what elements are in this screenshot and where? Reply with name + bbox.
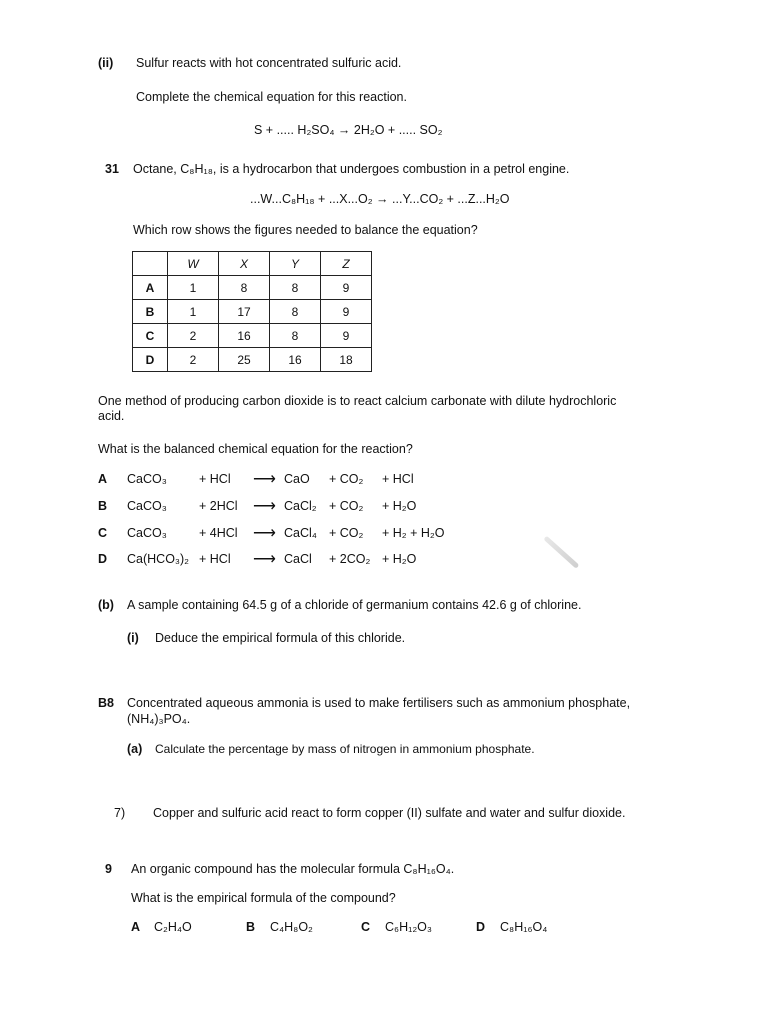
- table-cell: 16: [219, 324, 270, 348]
- balancing-table: [132, 251, 372, 372]
- table-header-cell: Z: [321, 252, 372, 276]
- question-b8-line2: (NH₄)₃PO₄.: [127, 712, 191, 726]
- scan-mark: [543, 536, 579, 569]
- q9-option-letter: C: [361, 920, 371, 934]
- product-3: + H₂ + H₂O: [382, 526, 445, 540]
- question-b-label: (b): [98, 598, 114, 612]
- table-cell: 9: [321, 300, 372, 324]
- product-3: + H₂O: [382, 552, 417, 566]
- q9-option-formula: C₄H₈O₂: [270, 920, 313, 934]
- table-cell: 17: [219, 300, 270, 324]
- table-header-cell: W: [168, 252, 219, 276]
- table-cell: 25: [219, 348, 270, 372]
- question-b-i-label: (i): [127, 631, 139, 645]
- reaction-arrow: ⟶: [253, 471, 276, 488]
- product-2: + 2CO₂: [329, 552, 371, 566]
- option-letter: C: [98, 526, 108, 540]
- q9-option-formula: C₆H₁₂O₃: [385, 920, 432, 934]
- reactant-2: + HCl: [199, 472, 231, 486]
- product-3: + H₂O: [382, 499, 417, 513]
- product-1: CaCl: [284, 552, 312, 566]
- q9-option-letter: B: [246, 920, 256, 934]
- option-letter: D: [98, 552, 108, 566]
- question-b-text: A sample containing 64.5 g of a chloride of germanium contains 42.6 g of chlorine.: [127, 598, 582, 612]
- table-row: [133, 300, 372, 324]
- co2-question-prompt: What is the balanced chemical equation for the reaction?: [98, 442, 413, 456]
- table-cell: 1: [168, 300, 219, 324]
- question-b8-a-label: (a): [127, 742, 143, 756]
- table-header-cell: [133, 252, 168, 276]
- table-cell: B: [133, 300, 168, 324]
- table-cell: 9: [321, 324, 372, 348]
- question-ii-text: Sulfur reacts with hot concentrated sulfuric acid.: [136, 56, 402, 70]
- product-1: CaO: [284, 472, 310, 486]
- reactant-2: + HCl: [199, 552, 231, 566]
- q9-option-formula: C₈H₁₆O₄: [500, 920, 548, 934]
- reaction-arrow: ⟶: [253, 525, 276, 542]
- option-letter: B: [98, 499, 108, 513]
- table-header-cell: X: [219, 252, 270, 276]
- question-b8-label: B8: [98, 696, 114, 710]
- table-row: [133, 324, 372, 348]
- table-cell: A: [133, 276, 168, 300]
- reactant-2: + 4HCl: [199, 526, 238, 540]
- question-9-number: 9: [105, 862, 112, 876]
- reaction-arrow: ⟶: [253, 551, 276, 568]
- question-b8-a-text: Calculate the percentage by mass of nitrogen in ammonium phosphate.: [155, 742, 535, 756]
- table-cell: 8: [270, 300, 321, 324]
- reactant-1: CaCO₃: [127, 472, 167, 486]
- product-2: + CO₂: [329, 526, 364, 540]
- table-cell: 2: [168, 324, 219, 348]
- q9-option-formula: C₂H₄O: [154, 920, 192, 934]
- question-b8-line1: Concentrated aqueous ammonia is used to make fertilisers such as ammonium phosphate,: [127, 696, 631, 710]
- octane-equation: ...W...C₈H₁₈ + ...X...O₂ → ...Y...CO₂ + ...Z...H₂O: [250, 192, 510, 206]
- question-ii-instruction: Complete the chemical equation for this reaction.: [136, 90, 407, 104]
- table-cell: 8: [219, 276, 270, 300]
- table-cell: 1: [168, 276, 219, 300]
- question-31-prompt: Which row shows the figures needed to balance the equation?: [133, 223, 478, 237]
- table-cell: 9: [321, 276, 372, 300]
- q9-option-letter: D: [476, 920, 486, 934]
- product-3: + HCl: [382, 472, 414, 486]
- option-letter: A: [98, 472, 108, 486]
- reactant-1: Ca(HCO₃)₂: [127, 552, 190, 566]
- question-ii-label: (ii): [98, 56, 114, 70]
- question-31-number: 31: [105, 162, 119, 176]
- question-b-i-text: Deduce the empirical formula of this chloride.: [155, 631, 406, 645]
- reaction-arrow: ⟶: [253, 498, 276, 515]
- product-2: + CO₂: [329, 499, 364, 513]
- q9-option-letter: A: [131, 920, 141, 934]
- reactant-1: CaCO₃: [127, 526, 167, 540]
- question-31-text: Octane, C₈H₁₈, is a hydrocarbon that undergoes combustion in a petrol engine.: [133, 162, 570, 176]
- reactant-2: + 2HCl: [199, 499, 238, 513]
- product-1: CaCl₂: [284, 499, 317, 513]
- table-header-cell: Y: [270, 252, 321, 276]
- question-7-label: 7): [114, 806, 126, 820]
- table-cell: C: [133, 324, 168, 348]
- product-1: CaCl₄: [284, 526, 317, 540]
- question-7-text: Copper and sulfuric acid react to form copper (II) sulfate and water and sulfur dioxide.: [153, 806, 626, 820]
- table-row: [133, 276, 372, 300]
- reactant-1: CaCO₃: [127, 499, 167, 513]
- table-cell: 18: [321, 348, 372, 372]
- table-cell: 8: [270, 276, 321, 300]
- table-row: [133, 348, 372, 372]
- table-cell: 8: [270, 324, 321, 348]
- table-cell: 16: [270, 348, 321, 372]
- question-9-prompt: What is the empirical formula of the compound?: [131, 891, 396, 905]
- product-2: + CO₂: [329, 472, 364, 486]
- table-cell: D: [133, 348, 168, 372]
- table-cell: 2: [168, 348, 219, 372]
- question-9-text: An organic compound has the molecular formula C₈H₁₆O₄.: [131, 862, 455, 876]
- co2-question-line1: One method of producing carbon dioxide is to react calcium carbonate with dilute hydrochloric: [98, 394, 617, 408]
- sulfur-equation: S + ..... H₂SO₄ → 2H₂O + ..... SO₂: [254, 123, 443, 137]
- co2-question-line2: acid.: [98, 409, 125, 423]
- table-header-row: [133, 252, 372, 276]
